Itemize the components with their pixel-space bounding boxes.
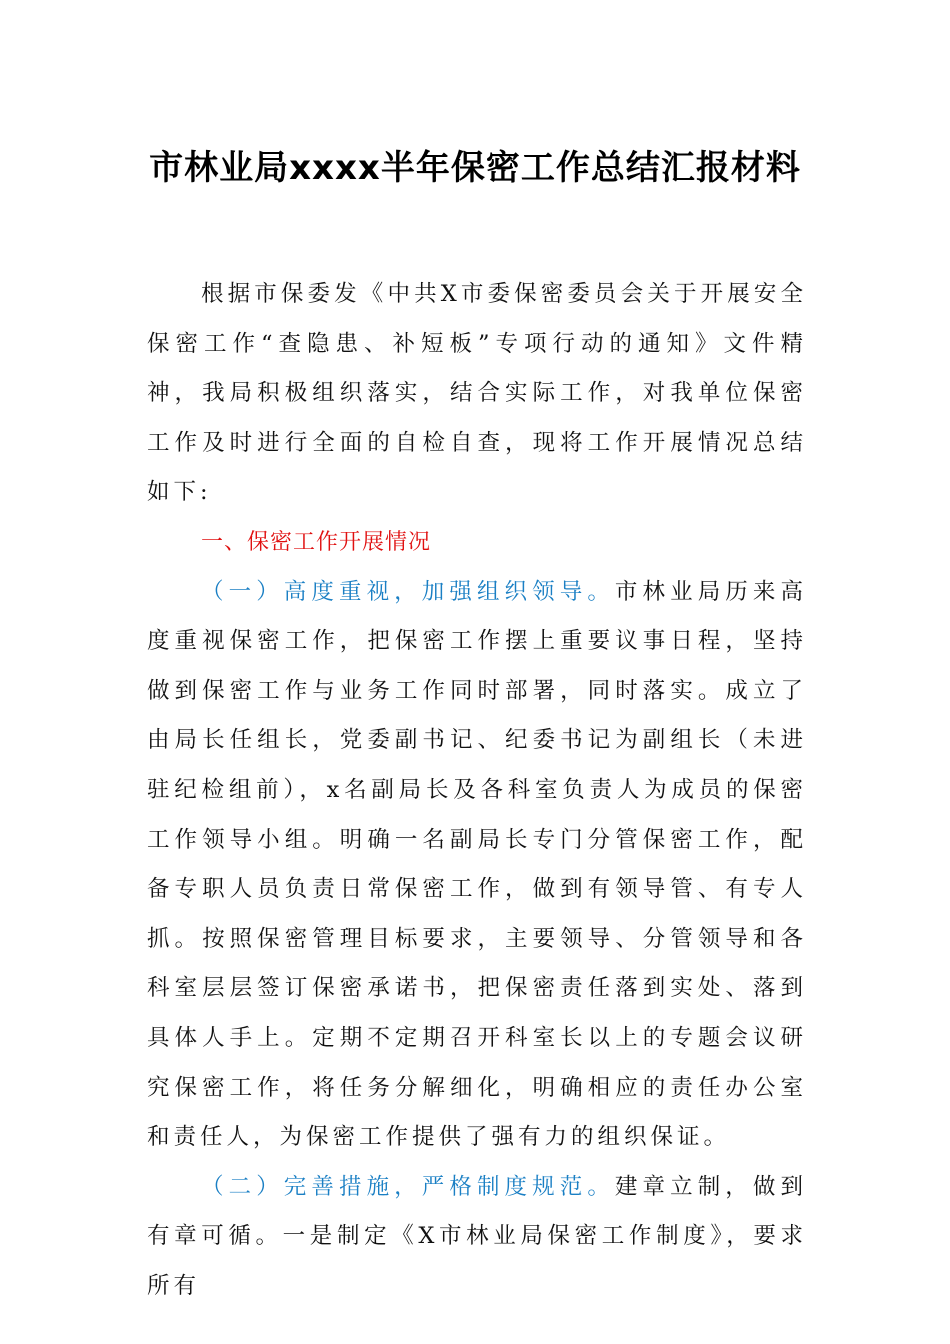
subsection-1-paragraph	[147, 568, 807, 1163]
subsection-1-text: 市林业局历来高度重视保密工作，把保密工作摆上重要议事日程，坚持做到保密工作与业务工作同时部署，同时落实。成立了由局长任组长，党委副书记、纪委书记为副组长（未进驻纪检组前），x名副局长及各科室负责人为成员的保密工作领导小组。明确一名副局长专门分管保密工作，配备专职人员负责日常保密工作，做到有领导管、有专人抓。按照保密管理目标要求，主要领导、分管领导和各科室层层签订保密承诺书，把保密责任落到实处、落到具体人手上。定期不定期召开科室长以上的专题会议研究保密工作，将任务分解细化，明确相应的责任办公室和责任人，为保密工作提供了强有力的组织保证。	[147, 578, 807, 1151]
document-title: 市林业局xxxx半年保密工作总结汇报材料	[149, 148, 801, 188]
subsection-2-text: 建章立制，做到有章可循。一是制定《X市林业局保密工作制度》，要求所有	[147, 1173, 807, 1299]
section-heading: 一、保密工作开展情况	[201, 529, 432, 555]
section-heading-paragraph	[147, 518, 807, 568]
subsection-2-heading: （二）完善措施，严格制度规范。	[201, 1173, 615, 1200]
intro-paragraph: 根据市保委发《中共X市委保密委员会关于开展安全保密工作“查隐患、补短板”专项行动的通知》文件精神，我局积极组织落实，结合实际工作，对我单位保密工作及时进行全面的自检自查，现将工作开展情况总结如下:	[147, 281, 807, 506]
document-body	[147, 270, 807, 1311]
subsection-2-paragraph	[147, 1163, 807, 1312]
subsection-1-heading: （一）高度重视，加强组织领导。	[201, 578, 615, 605]
